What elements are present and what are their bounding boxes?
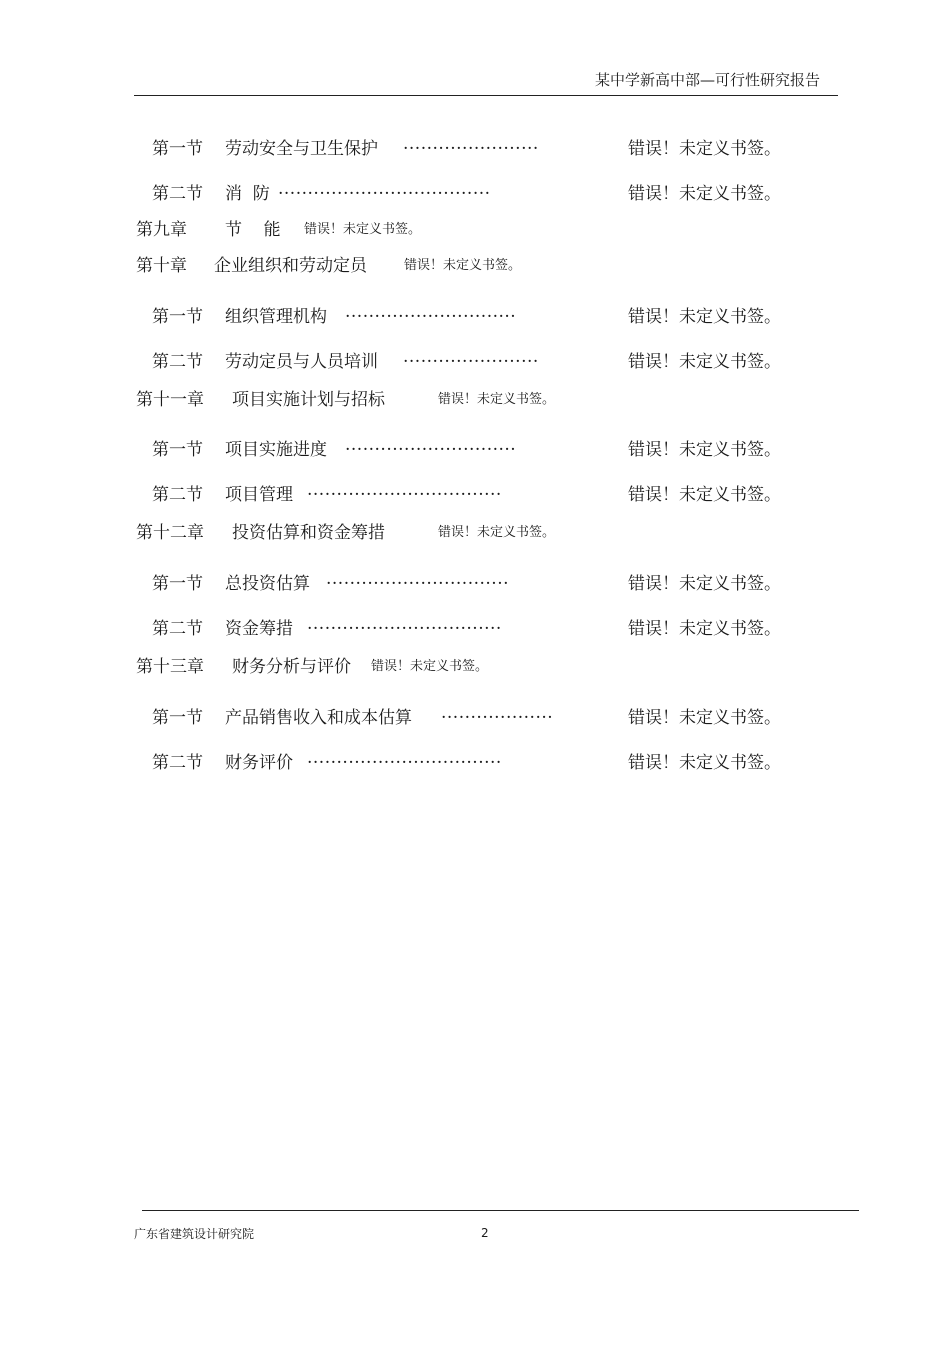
section-number: 第一节 (152, 307, 203, 327)
section-number: 第二节 (152, 619, 203, 639)
section-number: 第二节 (152, 753, 203, 773)
section-title: 财务评价 (225, 753, 293, 773)
chapter-number: 第十二章 (136, 523, 204, 543)
dot-leader: ................... (441, 703, 554, 723)
section-title: 消 防 (225, 184, 270, 204)
dot-leader: ............................. (345, 302, 517, 322)
section-title: 劳动安全与卫生保护 (225, 139, 378, 159)
bookmark-error: 错误！未定义书签。 (628, 574, 781, 594)
footer-rule (142, 1210, 859, 1211)
chapter-number: 第九章 (136, 220, 187, 240)
chapter-number: 第十三章 (136, 657, 204, 677)
page-number: 2 (481, 1226, 489, 1240)
section-number: 第一节 (152, 139, 203, 159)
section-title: 总投资估算 (225, 574, 310, 594)
dot-leader: .................................... (278, 179, 491, 199)
dot-leader: ............................... (326, 569, 510, 589)
bookmark-error: 错误！未定义书签。 (438, 392, 556, 407)
bookmark-error: 错误！未定义书签。 (628, 485, 781, 505)
bookmark-error: 错误！未定义书签。 (628, 708, 781, 728)
dot-leader: ................................. (307, 748, 502, 768)
dot-leader: ................................. (307, 614, 502, 634)
bookmark-error: 错误！未定义书签。 (438, 525, 556, 540)
bookmark-error: 错误！未定义书签。 (371, 659, 489, 674)
chapter-number: 第十章 (136, 256, 187, 276)
section-number: 第二节 (152, 485, 203, 505)
section-title: 资金筹措 (225, 619, 293, 639)
section-number: 第一节 (152, 708, 203, 728)
dot-leader: ....................... (403, 134, 539, 154)
bookmark-error: 错误！未定义书签。 (628, 440, 781, 460)
section-number: 第二节 (152, 352, 203, 372)
running-header: 某中学新高中部—可行性研究报告 (594, 71, 820, 89)
chapter-title: 企业组织和劳动定员 (214, 256, 367, 276)
section-title: 项目管理 (225, 485, 293, 505)
section-number: 第一节 (152, 440, 203, 460)
chapter-title: 财务分析与评价 (232, 657, 351, 677)
section-title: 项目实施进度 (225, 440, 327, 460)
chapter-title: 项目实施计划与招标 (232, 390, 385, 410)
section-title: 产品销售收入和成本估算 (225, 708, 412, 728)
chapter-title: 投资估算和资金筹措 (232, 523, 385, 543)
section-title: 组织管理机构 (225, 307, 327, 327)
bookmark-error: 错误！未定义书签。 (404, 258, 522, 273)
dot-leader: ....................... (403, 347, 539, 367)
section-number: 第一节 (152, 574, 203, 594)
dot-leader: ............................. (345, 435, 517, 455)
bookmark-error: 错误！未定义书签。 (628, 307, 781, 327)
footer-organization: 广东省建筑设计研究院 (134, 1227, 255, 1241)
bookmark-error: 错误！未定义书签。 (304, 222, 422, 237)
chapter-title: 节 能 (225, 220, 281, 240)
section-title: 劳动定员与人员培训 (225, 352, 378, 372)
bookmark-error: 错误！未定义书签。 (628, 184, 781, 204)
chapter-number: 第十一章 (136, 390, 204, 410)
bookmark-error: 错误！未定义书签。 (628, 139, 781, 159)
section-number: 第二节 (152, 184, 203, 204)
bookmark-error: 错误！未定义书签。 (628, 753, 781, 773)
bookmark-error: 错误！未定义书签。 (628, 352, 781, 372)
dot-leader: ................................. (307, 480, 502, 500)
header-rule (134, 95, 838, 96)
bookmark-error: 错误！未定义书签。 (628, 619, 781, 639)
